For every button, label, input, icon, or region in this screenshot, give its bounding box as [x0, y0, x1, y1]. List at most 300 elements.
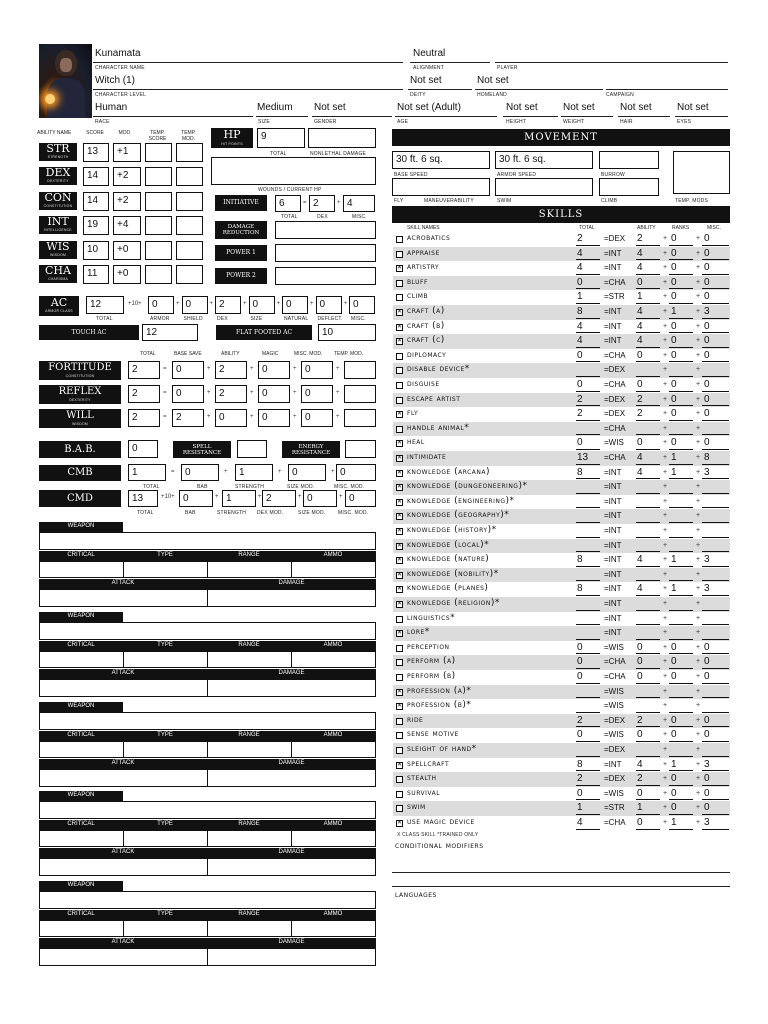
class-skill-checkbox-checked[interactable]: ✕	[397, 688, 403, 695]
class-skill-checkbox-checked[interactable]: ✕	[397, 513, 403, 520]
weapon-4-name[interactable]	[39, 801, 376, 819]
eyes-label: EYES	[677, 119, 692, 125]
skill-ability: =INT	[604, 263, 622, 273]
save-reflex-total[interactable]: 2	[128, 385, 160, 403]
plus-operator: +	[696, 731, 701, 739]
weapon-5-ammo-field[interactable]	[291, 920, 376, 937]
skill-row[interactable]	[393, 758, 730, 773]
skill-row[interactable]	[393, 495, 730, 510]
class-skill-checkbox[interactable]	[396, 805, 403, 812]
skill-name: sense motive	[407, 729, 459, 740]
ability-temp-mod-dex[interactable]	[176, 167, 203, 186]
plus-operator: +	[696, 600, 701, 607]
skill-ability-mod: 4	[637, 583, 643, 595]
hp-total-field[interactable]: 9	[257, 128, 305, 148]
weapon-3-damage-field[interactable]	[207, 769, 376, 787]
skill-total: 8	[577, 554, 583, 566]
class-skill-checkbox-checked[interactable]: ✕	[397, 557, 403, 564]
saves-magic-header: MAGIC	[262, 351, 279, 357]
ac-total[interactable]: 12	[86, 296, 124, 314]
weapon-5-critical-field[interactable]	[39, 920, 124, 937]
weapon-3-critical-field[interactable]	[39, 741, 124, 758]
skill-ranks: 1	[671, 554, 677, 566]
skill-row[interactable]	[393, 320, 730, 335]
cmb-str[interactable]: 1	[235, 464, 273, 481]
class-level-value[interactable]: Witch (1)	[95, 75, 135, 86]
skill-row[interactable]	[393, 393, 730, 408]
skill-row[interactable]	[393, 305, 730, 320]
skill-row[interactable]	[393, 247, 730, 262]
save-will-ability[interactable]: 0	[215, 409, 247, 427]
skill-ability: =DEX	[604, 774, 626, 784]
deity-value[interactable]: Not set	[410, 75, 442, 86]
skill-total: 0	[577, 437, 583, 449]
skill-misc: 0	[704, 773, 710, 785]
underline	[636, 580, 660, 581]
skill-row[interactable]	[393, 699, 730, 714]
save-will-temp[interactable]	[344, 409, 376, 427]
cmb-total[interactable]: 1	[128, 464, 166, 481]
weapon-2-ammo-field[interactable]	[291, 651, 376, 668]
skill-row[interactable]	[393, 378, 730, 393]
weapon-3-ammo-field[interactable]	[291, 741, 376, 758]
weapon-3-range-field[interactable]	[207, 741, 292, 758]
ability-temp-score-str[interactable]	[145, 143, 172, 162]
skill-row[interactable]	[393, 655, 730, 670]
touch-ac-field[interactable]: 12	[142, 324, 198, 341]
temp-mods-field[interactable]	[673, 151, 730, 194]
weapon-2-range-field[interactable]	[207, 651, 292, 668]
underline	[702, 376, 729, 377]
underline	[669, 405, 693, 406]
ac-badge: AC ARMOR CLASS	[39, 296, 79, 316]
height-value[interactable]: Not set	[506, 102, 538, 113]
plus-operator: +	[696, 819, 701, 826]
save-reflex-misc[interactable]: 0	[301, 385, 333, 403]
underline	[636, 756, 660, 757]
skill-ability: =CHA	[604, 350, 626, 360]
skill-row[interactable]	[393, 480, 730, 495]
skill-row[interactable]	[393, 509, 730, 524]
ability-mod-con[interactable]: +2	[113, 192, 141, 211]
damage-reduction-field[interactable]	[275, 221, 376, 239]
weapon-4-damage-field[interactable]	[207, 858, 376, 876]
underline	[669, 288, 693, 289]
plus-operator: +	[696, 454, 701, 461]
cmb-size[interactable]: 0	[288, 464, 326, 481]
weapon-1-critical-field[interactable]	[39, 561, 124, 578]
operator: =	[163, 414, 167, 420]
weapon-5-attack-field[interactable]	[39, 948, 208, 966]
skill-name: disguise	[407, 379, 440, 389]
ability-mod-dex[interactable]: +2	[113, 167, 141, 186]
alignment-label: ALIGNMENT	[413, 65, 444, 71]
size-value[interactable]: Medium	[257, 102, 293, 113]
initiative-dex[interactable]: 2	[309, 195, 335, 212]
class-skill-checkbox-checked[interactable]: ✕	[397, 309, 403, 315]
underline	[669, 391, 693, 392]
underline	[669, 259, 693, 260]
fly-field[interactable]	[392, 178, 490, 196]
weapon-5-type-field[interactable]	[123, 920, 208, 937]
underline	[636, 493, 660, 494]
class-skill-checkbox[interactable]	[396, 251, 403, 258]
hp-badge: HP HIT POINTS	[211, 128, 253, 148]
weapon-4-attack-field[interactable]	[39, 858, 208, 876]
skill-row[interactable]	[393, 816, 730, 831]
skill-ability: =INT	[604, 511, 622, 521]
skill-row[interactable]	[393, 363, 730, 378]
save-fortitude-ability[interactable]: 2	[215, 361, 247, 379]
bab-field[interactable]: 0	[128, 440, 158, 458]
skill-ability: =DEX	[604, 234, 626, 243]
cmd-size-label: SIZE MOD.	[298, 510, 326, 516]
ability-score-cha[interactable]: 11	[83, 265, 109, 284]
skill-row[interactable]	[393, 539, 730, 554]
weapon-1-attack-field[interactable]	[39, 589, 208, 607]
underline	[636, 639, 660, 640]
class-skill-checkbox-checked[interactable]: ✕	[397, 338, 403, 345]
class-skill-checkbox-checked[interactable]: ✕	[397, 630, 403, 637]
plus-operator: +	[663, 366, 668, 374]
operator: +	[250, 414, 254, 420]
class-skill-checkbox[interactable]	[396, 236, 403, 243]
class-skill-checkbox[interactable]	[396, 353, 403, 360]
ability-temp-mod-cha[interactable]	[176, 265, 203, 284]
skill-row[interactable]	[393, 582, 730, 597]
underline	[669, 464, 693, 465]
skill-row[interactable]	[393, 685, 730, 700]
swim-field[interactable]	[495, 178, 593, 196]
skill-row[interactable]	[393, 714, 730, 729]
ability-temp-score-dex[interactable]	[145, 167, 172, 186]
save-will-misc[interactable]: 0	[301, 409, 333, 427]
class-skill-checkbox-checked[interactable]: ✕	[397, 586, 403, 593]
cmd-dex[interactable]: 2	[262, 490, 296, 507]
weapon-5-damage-field[interactable]	[207, 948, 376, 966]
skill-ranks: 0	[671, 276, 677, 288]
save-reflex-magic[interactable]: 0	[258, 385, 290, 403]
class-skill-checkbox[interactable]	[396, 294, 403, 301]
race-value[interactable]: Human	[95, 102, 128, 113]
ability-score-str[interactable]: 13	[83, 143, 109, 162]
power2-field[interactable]	[275, 267, 376, 285]
class-skill-checkbox[interactable]	[396, 732, 403, 739]
underline	[702, 493, 729, 494]
skill-row[interactable]	[393, 772, 730, 787]
skill-row[interactable]	[393, 568, 730, 583]
eyes-value[interactable]: Not set	[677, 102, 709, 113]
ac-size[interactable]: 0	[249, 296, 275, 314]
class-skill-checkbox[interactable]	[396, 791, 403, 798]
skill-ability-mod: 4	[637, 452, 643, 463]
hp-total-label: TOTAL	[270, 151, 287, 157]
nonlethal-damage-field[interactable]	[308, 128, 376, 148]
class-skill-checkbox[interactable]	[396, 397, 403, 404]
ability-temp-mod-str[interactable]	[176, 143, 203, 162]
skill-total: 0	[577, 787, 583, 799]
weapon-1-ammo-label: AMMO	[323, 552, 343, 558]
class-skill-checkbox[interactable]	[396, 280, 403, 287]
class-skill-checkbox-checked[interactable]: ✕	[397, 265, 403, 272]
wounds-field[interactable]	[211, 157, 376, 185]
save-reflex-temp[interactable]	[344, 385, 376, 403]
underline	[636, 829, 660, 830]
ac-shield-label: SHIELD	[183, 316, 203, 322]
weapon-2-attack-label: ATTACK	[111, 669, 135, 676]
underline	[576, 318, 600, 319]
operator: +	[224, 469, 228, 475]
skill-row[interactable]	[393, 349, 730, 364]
weapon-4-type-field[interactable]	[123, 830, 208, 847]
class-skill-checkbox-checked[interactable]: ✕	[397, 411, 403, 418]
underline	[576, 726, 600, 727]
save-will-base[interactable]: 2	[172, 409, 204, 427]
weapon-2-critical-field[interactable]	[39, 651, 124, 668]
weapon-1-name[interactable]	[39, 532, 376, 550]
skill-row[interactable]	[393, 743, 730, 758]
weapon-2-type-field[interactable]	[123, 651, 208, 668]
ability-mod-wis[interactable]: +0	[113, 241, 141, 260]
ability-temp-mod-wis[interactable]	[176, 241, 203, 260]
player-label: PLAYER	[497, 65, 518, 71]
skill-misc: 0	[704, 379, 710, 390]
save-fortitude-base[interactable]: 0	[172, 361, 204, 379]
ability-score-int[interactable]: 19	[83, 216, 109, 235]
skill-row[interactable]	[393, 524, 730, 539]
skill-row[interactable]	[393, 641, 730, 656]
ability-temp-score-con[interactable]	[145, 192, 172, 211]
skill-row[interactable]	[393, 276, 730, 291]
ability-temp-mod-con[interactable]	[176, 192, 203, 211]
class-skill-checkbox[interactable]	[396, 776, 403, 783]
character-name[interactable]: Kunamata	[95, 48, 141, 59]
weapon-2-damage-field[interactable]	[207, 679, 376, 697]
skill-row[interactable]	[393, 407, 730, 422]
weapon-1-damage-field[interactable]	[207, 589, 376, 607]
skill-row[interactable]	[393, 232, 730, 247]
class-skill-checkbox-checked[interactable]: ✕	[397, 469, 403, 476]
energy-resistance-field[interactable]	[345, 440, 376, 458]
skill-misc: 3	[704, 817, 710, 828]
ac-misc[interactable]: 0	[349, 296, 375, 314]
hair-value[interactable]: Not set	[620, 102, 652, 113]
initiative-misc[interactable]: 4	[343, 195, 375, 212]
weapon-3-type-field[interactable]	[123, 741, 208, 758]
skill-row[interactable]	[393, 728, 730, 743]
armor-speed-field[interactable]: 30 ft. 6 sq.	[495, 151, 593, 169]
skill-row[interactable]	[393, 290, 730, 305]
homeland-value[interactable]: Not set	[477, 75, 509, 86]
cmb-bab[interactable]: 0	[181, 464, 219, 481]
skill-row[interactable]	[393, 670, 730, 685]
skill-total: 0	[577, 729, 583, 741]
skill-ability-mod: 2	[637, 408, 643, 420]
class-skill-checkbox[interactable]	[396, 382, 403, 389]
skill-row[interactable]	[393, 451, 730, 466]
class-skill-checkbox-checked[interactable]: ✕	[397, 323, 403, 330]
class-skill-checkbox-checked[interactable]: ✕	[397, 761, 403, 768]
flat-footed-ac-field[interactable]: 10	[318, 324, 376, 341]
underline	[669, 785, 693, 786]
class-skill-checkbox-checked[interactable]: ✕	[397, 601, 403, 607]
class-skill-checkbox-checked[interactable]: ✕	[397, 528, 403, 534]
class-skill-checkbox-checked[interactable]: ✕	[397, 484, 403, 491]
ac-natural[interactable]: 0	[282, 296, 308, 314]
weapon-4-critical-field[interactable]	[39, 830, 124, 847]
underline	[636, 741, 660, 742]
class-skill-checkbox-checked[interactable]: ✕	[397, 820, 403, 826]
save-fortitude-total[interactable]: 2	[128, 361, 160, 379]
maneuverability-label: MANEUVERABILITY	[424, 198, 474, 204]
skill-row[interactable]	[393, 466, 730, 481]
weapon-5-name[interactable]	[39, 891, 376, 909]
plus-operator: +	[696, 351, 701, 359]
underline	[702, 420, 729, 421]
saves-base-header: BASE SAVE	[174, 351, 202, 357]
ability-mod-str[interactable]: +1	[113, 143, 141, 162]
ability-score-wis[interactable]: 10	[83, 241, 109, 260]
skill-row[interactable]	[393, 553, 730, 568]
underline	[636, 595, 660, 596]
weapon-3-name[interactable]	[39, 712, 376, 730]
skill-row[interactable]	[393, 334, 730, 349]
skill-name: perform (b)	[407, 671, 456, 681]
class-skill-checkbox-checked[interactable]: ✕	[397, 703, 403, 710]
cmd-total[interactable]: 13	[128, 490, 158, 507]
class-skill-checkbox[interactable]	[396, 367, 403, 374]
ability-score-con[interactable]: 14	[83, 192, 109, 211]
weapon-4-range-field[interactable]	[207, 830, 292, 847]
weapon-5-range-field[interactable]	[207, 920, 292, 937]
plus-operator: +	[663, 731, 668, 739]
underline	[576, 347, 600, 348]
weapon-1-ammo-field[interactable]	[291, 561, 376, 578]
skills-misc-header: MISC.	[707, 225, 721, 231]
class-skill-checkbox-checked[interactable]: ✕	[397, 498, 403, 505]
weapon-2-name[interactable]	[39, 622, 376, 640]
class-skill-checkbox[interactable]	[396, 426, 403, 433]
energy-resistance-badge: ENERGY RESISTANCE	[282, 441, 340, 458]
skill-row[interactable]	[393, 626, 730, 641]
weapon-4-ammo-field[interactable]	[291, 830, 376, 847]
ability-temp-score-wis[interactable]	[145, 241, 172, 260]
ac-size-label: SIZE	[250, 316, 263, 322]
cmd-size[interactable]: 0	[303, 490, 337, 507]
save-fortitude-magic[interactable]: 0	[258, 361, 290, 379]
underline	[636, 391, 660, 392]
operator: =	[171, 469, 175, 475]
skill-row[interactable]	[393, 597, 730, 612]
power1-field[interactable]	[275, 244, 376, 262]
skill-name: swim	[407, 802, 426, 813]
cmb-misc[interactable]: 0	[336, 464, 376, 481]
underline	[636, 814, 660, 815]
save-reflex-ability[interactable]: 2	[215, 385, 247, 403]
class-skill-checkbox-checked[interactable]: ✕	[397, 571, 403, 578]
underline	[702, 712, 729, 713]
skill-row[interactable]	[393, 612, 730, 627]
underline	[702, 259, 729, 260]
skill-ability: =INT	[604, 496, 622, 506]
operator: +	[250, 366, 254, 372]
ability-mod-cha[interactable]: +0	[113, 265, 141, 284]
underline	[669, 303, 693, 304]
class-skill-checkbox-checked[interactable]: ✕	[397, 542, 403, 549]
ac-shield[interactable]: 0	[182, 296, 208, 314]
weapon-3-attack-field[interactable]	[39, 769, 208, 787]
ability-temp-mod-int[interactable]	[176, 216, 203, 235]
skill-name: knowledge (arcana)	[407, 466, 491, 477]
ability-temp-score-cha[interactable]	[145, 265, 172, 284]
conditional-modifiers-line[interactable]	[392, 872, 730, 873]
alignment-value[interactable]: Neutral	[413, 48, 446, 59]
class-skill-checkbox-checked[interactable]: ✕	[397, 455, 403, 461]
ability-score-dex[interactable]: 14	[83, 167, 109, 186]
skill-ability: =DEX	[604, 715, 626, 725]
burrow-field[interactable]	[599, 151, 659, 169]
gender-value[interactable]: Not set	[314, 102, 346, 113]
base-speed-field[interactable]: 30 ft. 6 sq.	[392, 151, 490, 169]
class-skill-checkbox[interactable]	[396, 674, 403, 681]
weapon-1-type-field[interactable]	[123, 561, 208, 578]
class-skill-checkbox[interactable]	[396, 645, 403, 652]
skill-name: perform (a)	[407, 656, 456, 667]
class-skill-checkbox[interactable]	[396, 616, 403, 623]
cmd-bab[interactable]: 0	[179, 490, 213, 507]
underline	[636, 288, 660, 289]
operator: +	[336, 414, 340, 420]
skill-row[interactable]	[393, 422, 730, 437]
ability-temp-score-int[interactable]	[145, 216, 172, 235]
save-fortitude-temp[interactable]	[344, 361, 376, 379]
save-reflex-base[interactable]: 0	[172, 385, 204, 403]
initiative-total[interactable]: 6	[275, 195, 301, 212]
cmd-str[interactable]: 1	[222, 490, 256, 507]
skill-row[interactable]	[393, 801, 730, 816]
underline	[576, 332, 600, 333]
weapon-2-attack-field[interactable]	[39, 679, 208, 697]
skill-row[interactable]	[393, 787, 730, 802]
climb-field[interactable]	[599, 178, 659, 196]
age-value[interactable]: Not set (Adult)	[397, 102, 461, 113]
ability-mod-int[interactable]: +4	[113, 216, 141, 235]
ac-armor[interactable]: 0	[148, 296, 174, 314]
plus-operator: +	[696, 410, 701, 418]
underline	[702, 464, 729, 465]
skill-ability: =WIS	[604, 438, 624, 448]
spell-resistance-field[interactable]	[237, 440, 267, 458]
class-skill-checkbox[interactable]	[396, 747, 403, 754]
class-skill-checkbox[interactable]	[396, 718, 403, 725]
save-fortitude-misc[interactable]: 0	[301, 361, 333, 379]
skill-row[interactable]	[393, 261, 730, 276]
ac-dex[interactable]: 2	[215, 296, 241, 314]
save-will-magic[interactable]: 0	[258, 409, 290, 427]
skill-name: knowledge (religion)*	[407, 598, 500, 608]
skill-ability: =INT	[604, 526, 622, 535]
weapon-1-range-field[interactable]	[207, 561, 292, 578]
class-skill-checkbox[interactable]	[396, 659, 403, 666]
ac-deflect[interactable]: 0	[316, 296, 342, 314]
cmd-misc[interactable]: 0	[345, 490, 376, 507]
operator: =	[163, 390, 167, 396]
skill-name: knowledge (local)*	[407, 539, 490, 550]
weight-value[interactable]: Not set	[563, 102, 595, 113]
skill-row[interactable]	[393, 436, 730, 451]
class-skill-checkbox-checked[interactable]: ✕	[397, 440, 403, 447]
save-will-total[interactable]: 2	[128, 409, 160, 427]
